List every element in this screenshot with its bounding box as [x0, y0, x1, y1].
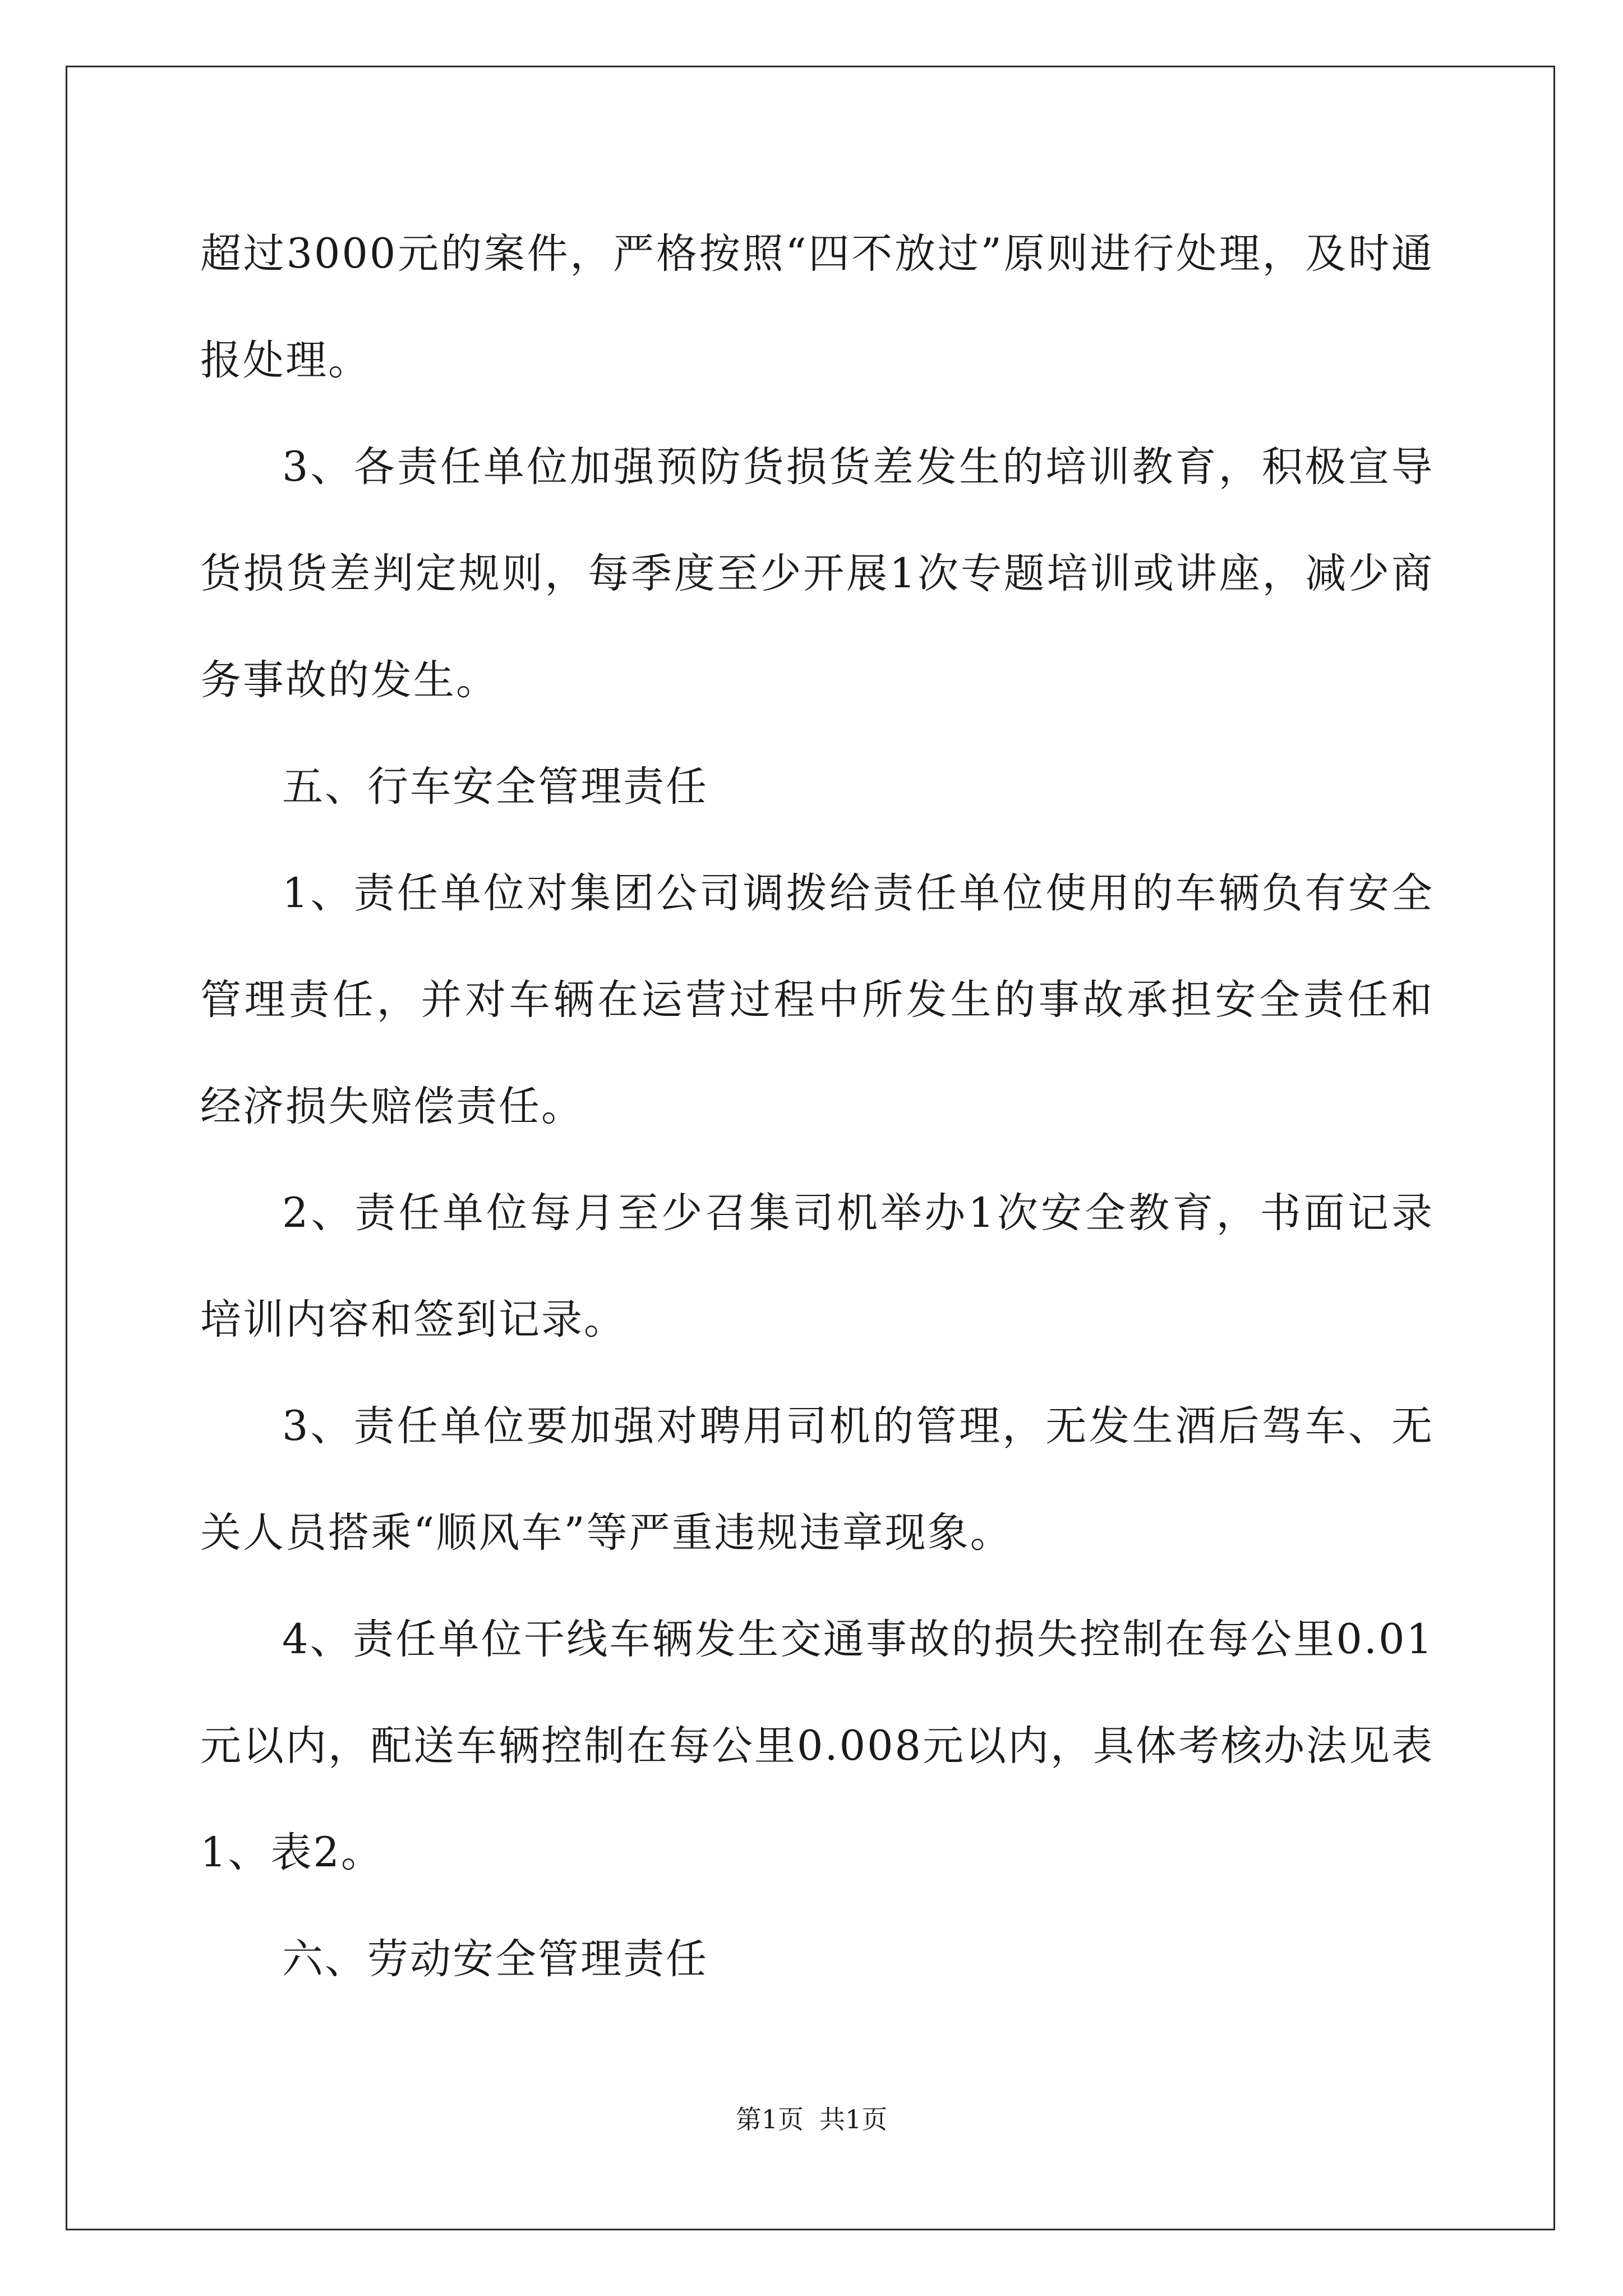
page-footer	[0, 2102, 1623, 2136]
paragraph-item-3-driver-management: 3、责任单位要加强对聘用司机的管理，无发生酒后驾车、无关人员搭乘“顺风车”等严重违规违章现象。	[200, 1402, 1434, 1557]
paragraph-item-1-vehicle-responsibility: 1、责任单位对集团公司调拨给责任单位使用的车辆负有安全管理责任，并对车辆在运营过程中所发生的事故承担安全责任和经济损失赔偿责任。	[200, 869, 1434, 1130]
page-total: 共1页	[819, 2104, 888, 2134]
paragraph-continuation: 超过3000元的案件，严格按照“四不放过”原则进行处理，及时通报处理。	[200, 230, 1434, 384]
document-body	[200, 201, 1434, 2013]
paragraph-item-2-safety-education: 2、责任单位每月至少召集司机举办1次安全教育，书面记录培训内容和签到记录。	[200, 1189, 1434, 1343]
page-number: 第1页	[735, 2104, 804, 2134]
paragraph-item-3-training: 3、各责任单位加强预防货损货差发生的培训教育，积极宣导货损货差判定规则，每季度至少开展1次专题培训或讲座，减少商务事故的发生。	[200, 443, 1434, 704]
section-heading-driving-safety: 五、行车安全管理责任	[282, 763, 708, 811]
paragraph-item-4-loss-control: 4、责任单位干线车辆发生交通事故的损失控制在每公里0.01元以内，配送车辆控制在每公里0.008元以内，具体考核办法见表1、表2。	[200, 1616, 1434, 1876]
section-heading-labor-safety: 六、劳动安全管理责任	[282, 1935, 708, 1983]
